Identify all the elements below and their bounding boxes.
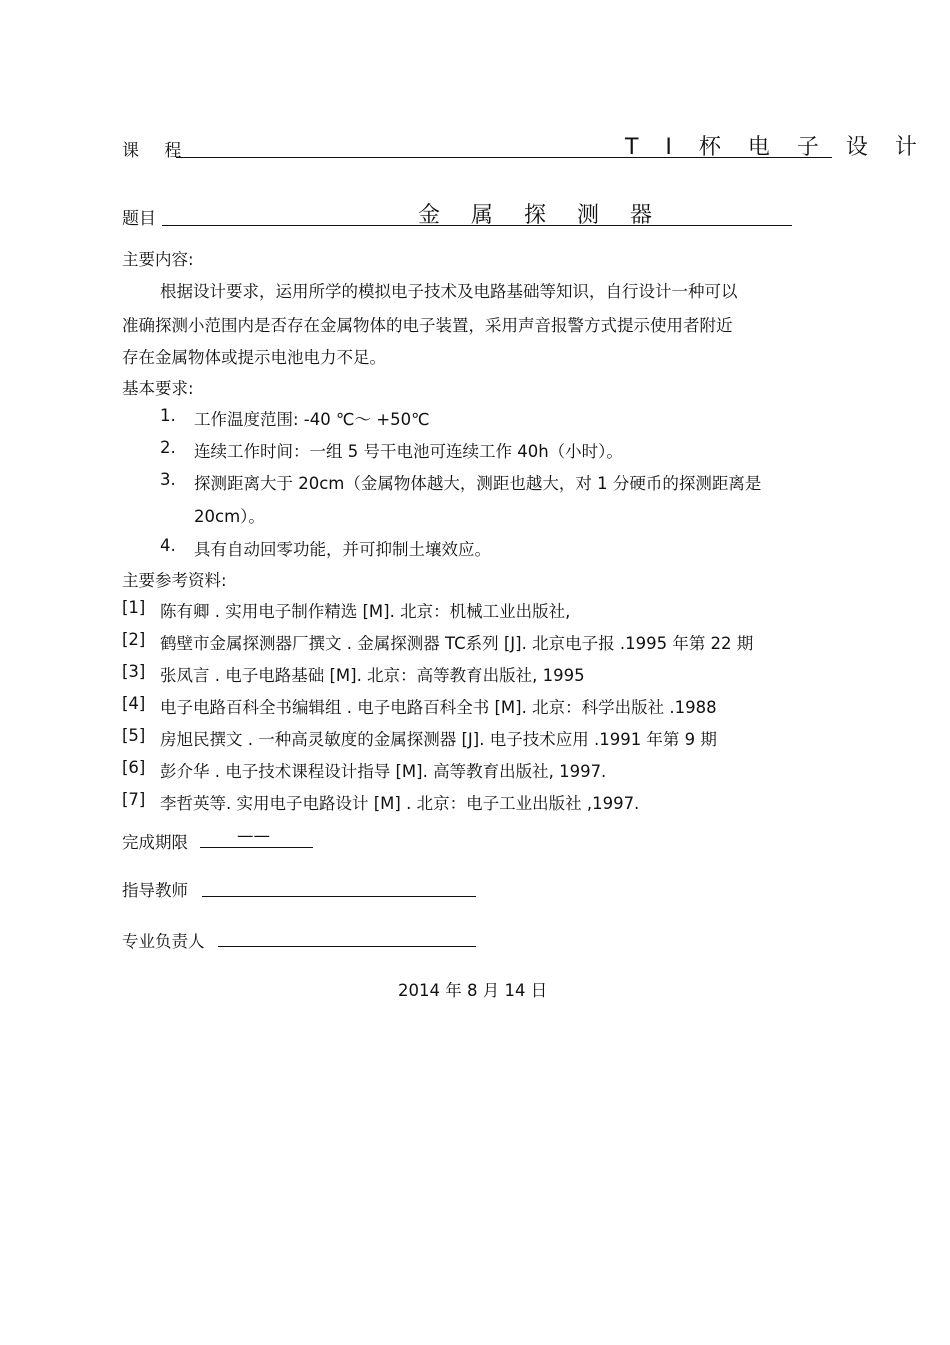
reference-number: [7] — [122, 790, 146, 809]
title-label: 题目 — [122, 209, 156, 229]
program-head-underline — [218, 946, 476, 947]
course-label: 课 程 — [122, 141, 192, 161]
deadline-underline — [200, 847, 313, 848]
requirement-number: 2. — [160, 438, 176, 457]
reference-number: [3] — [122, 662, 146, 681]
reference-text: 房旭民撰文 . 一种高灵敏度的金属探测器 [J]. 电子技术应用 .1991 年第 9 期 — [160, 730, 717, 749]
page-title: 金 属 探 测 器 — [418, 203, 664, 228]
requirement-text: 20cm）。 — [194, 507, 265, 526]
program-head-label: 专业负责人 — [122, 932, 205, 951]
requirement-text: 连续工作时间：一组 5 号干电池可连续工作 40h（小时）。 — [194, 442, 623, 461]
reference-text: 鹤壁市金属探测器厂撰文 . 金属探测器 TC系列 [J]. 北京电子报 .1995 年第 22 期 — [160, 634, 754, 653]
advisor-label: 指导教师 — [122, 881, 188, 900]
requirement-number: 3. — [160, 470, 176, 489]
basic-requirements-heading: 基本要求: — [122, 379, 194, 398]
main-content-line: 准确探测小范围内是否存在金属物体的电子装置，采用声音报警方式提示使用者附近 — [122, 316, 733, 335]
requirement-text: 具有自动回零功能，并可抑制土壤效应。 — [194, 540, 491, 559]
reference-text: 彭介华 . 电子技术课程设计指导 [M]. 高等教育出版社, 1997. — [160, 762, 607, 781]
reference-number: [5] — [122, 726, 146, 745]
main-content-line: 存在金属物体或提示电池电力不足。 — [122, 348, 386, 367]
reference-number: [2] — [122, 630, 146, 649]
reference-text: 电子电路百科全书编辑组 . 电子电路百科全书 [M]. 北京：科学出版社 .1988 — [160, 698, 717, 717]
reference-text: 张凤言 . 电子电路基础 [M]. 北京：高等教育出版社, 1995 — [160, 666, 585, 685]
requirement-number: 1. — [160, 406, 176, 425]
reference-number: [4] — [122, 694, 146, 713]
course-value: T I 杯 电 子 设 计 — [625, 135, 927, 160]
reference-text: 陈有卿 . 实用电子制作精选 [M]. 北京：机械工业出版社, — [160, 602, 571, 621]
requirement-number: 4. — [160, 536, 176, 555]
requirement-text: 工作温度范围: -40 ℃～ +50℃ — [194, 410, 430, 429]
deadline-value: —— — [237, 826, 270, 845]
reference-number: [1] — [122, 598, 146, 617]
requirement-text: 探测距离大于 20cm（金属物体越大，测距也越大，对 1 分硬币的探测距离是 — [194, 474, 762, 493]
main-content-line: 根据设计要求，运用所学的模拟电子技术及电路基础等知识，自行设计一种可以 — [160, 282, 738, 301]
main-content-heading: 主要内容: — [122, 250, 194, 269]
references-heading: 主要参考资料: — [122, 571, 227, 590]
reference-number: [6] — [122, 758, 146, 777]
reference-text: 李哲英等. 实用电子电路设计 [M] . 北京：电子工业出版社 ,1997. — [160, 794, 640, 813]
advisor-underline — [202, 896, 476, 897]
deadline-label: 完成期限 — [122, 833, 188, 852]
document-date: 2014 年 8 月 14 日 — [398, 981, 548, 1000]
